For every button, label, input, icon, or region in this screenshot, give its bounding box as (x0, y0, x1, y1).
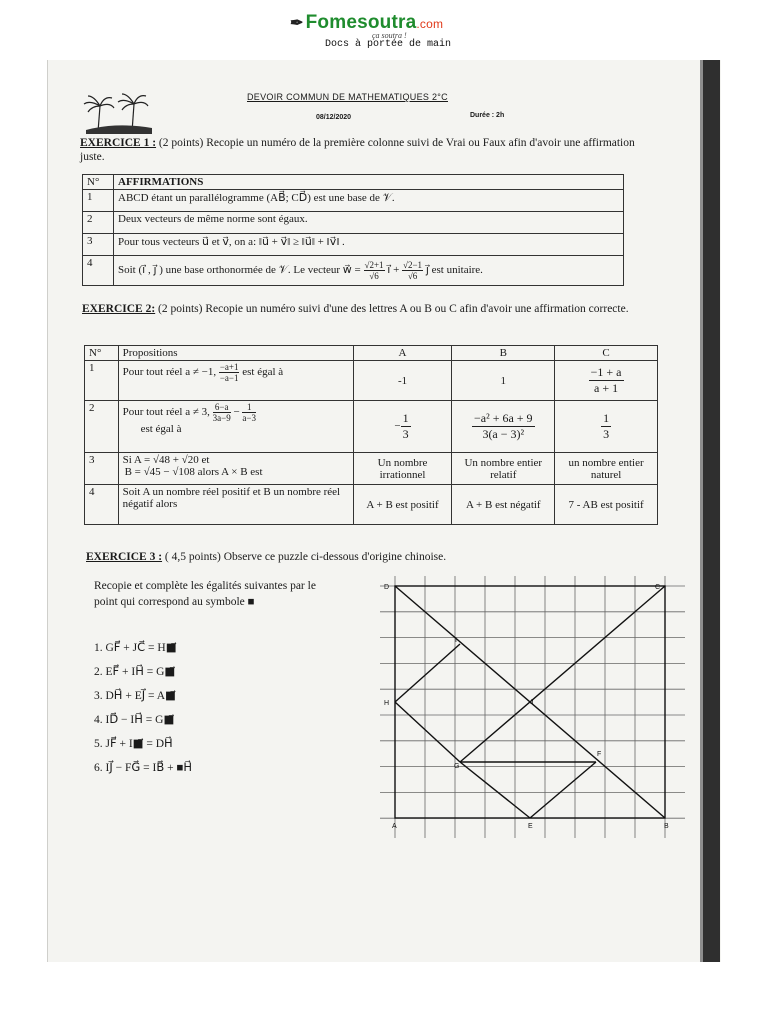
fraction (364, 260, 385, 281)
equality-5: 5. JF⃗ + I■⃗ = DH⃗ (94, 738, 173, 750)
proposition-part: Pour tout réel a ≠ −1, (122, 366, 219, 379)
pen-icon: ✒ (290, 15, 304, 32)
grid-lines (380, 576, 685, 838)
site-tagline: Docs à portée de main (325, 39, 452, 50)
fraction (242, 402, 256, 423)
equality-1: 1. GF⃗ + JC⃗ = H■⃗ (94, 642, 177, 654)
site-name: Fomesoutra (305, 12, 417, 33)
choice-c: un nombre entier naturel (555, 453, 658, 485)
row-number: 1 (85, 361, 119, 401)
choice-b: A + B est négatif (452, 485, 555, 525)
site-logo[interactable] (290, 12, 443, 34)
row-number: 3 (83, 234, 114, 256)
choice-b: Un nombre entier relatif (452, 453, 555, 485)
exercise-2-heading: EXERCICE 2: (82, 303, 156, 315)
affirmation-part: j⃗ est unitaire. (423, 264, 483, 277)
exercise-3-instruction: Recopie et complète les égalités suivantes par le point qui correspond au symbole ■ (94, 580, 316, 608)
site-banner (0, 0, 768, 58)
table-row (83, 256, 624, 286)
proposition-part: Pour tout réel a ≠ 3, (122, 406, 213, 419)
col-c: C (555, 346, 658, 361)
chinese-puzzle-figure (370, 576, 690, 846)
site-slogan: ça soutra ! (372, 31, 407, 40)
choice-b (452, 401, 555, 453)
col-propositions: Propositions (118, 346, 353, 361)
exercise-1-heading: EXERCICE 1 : (80, 137, 157, 149)
col-number: N° (85, 346, 119, 361)
point-label-c: C (655, 584, 661, 591)
table-row (85, 361, 658, 401)
numerator: −a² + 6a + 9 (474, 411, 533, 425)
choice-b: 1 (452, 361, 555, 401)
row-number: 4 (83, 256, 114, 286)
point-label-i: I (455, 637, 457, 644)
segment-hi (395, 644, 460, 702)
exercise-3-intro: ( 4,5 points) Observe ce puzzle ci-dessous d'origine chinoise. (162, 551, 447, 563)
equality-6: 6. IJ⃗ − FG⃗ = IB⃗ + ■H⃗ (94, 762, 193, 774)
affirmation-text: ABCD étant un parallélogramme (AB⃗; CD⃗) est une base de 𝒱. (114, 190, 624, 212)
numerator: √2−1 (403, 260, 423, 270)
col-b: B (452, 346, 555, 361)
fraction (213, 402, 231, 423)
exercise-2-prompt (82, 302, 642, 316)
point-label-j: J (530, 699, 534, 706)
numerator: 1 (402, 411, 409, 425)
denominator: 3 (603, 427, 610, 441)
segment-cg (460, 586, 665, 762)
palm-trees-logo-icon (80, 92, 160, 136)
proposition: Soit A un nombre réel positif et B un nombre réel négatif alors (118, 485, 353, 525)
choice-a: -1 (353, 361, 452, 401)
denominator: a−3 (242, 413, 256, 423)
numerator: 1 (603, 411, 610, 425)
table-row (85, 401, 658, 453)
minus-sign: − (394, 420, 401, 433)
exam-date: 08/12/2020 (316, 114, 352, 121)
table-row (85, 453, 658, 485)
proposition (118, 361, 353, 401)
point-label-a: A (392, 823, 397, 830)
table-row (83, 234, 624, 256)
col-affirmations: AFFIRMATIONS (114, 175, 624, 190)
segment-ge (460, 762, 530, 818)
affirmation-part: i⃗ + (384, 264, 403, 277)
table-header-row (85, 346, 658, 361)
fraction (402, 260, 423, 281)
exercise-2-intro: (2 points) Recopie un numéro suivi d'une des lettres A ou B ou C afin d'avoir une affirmation correcte. (155, 303, 629, 315)
point-label-f: F (597, 751, 602, 758)
row-number: 4 (85, 485, 119, 525)
denominator: 3 (402, 427, 409, 441)
col-number: N° (83, 175, 114, 190)
col-a: A (353, 346, 452, 361)
fraction (219, 362, 240, 383)
point-label-g: G (454, 763, 460, 770)
choice-c: 7 - AB est positif (555, 485, 658, 525)
denominator: √6 (369, 271, 379, 281)
row-number: 2 (83, 212, 114, 234)
proposition-part: est égal à (140, 423, 182, 435)
exercise-3-prompt (86, 550, 646, 564)
equality-2: 2. EF⃗ + IH⃗ = G■⃗ (94, 666, 176, 678)
point-labels (384, 584, 669, 830)
fraction (401, 411, 411, 442)
site-tld: .com (416, 17, 444, 31)
denominator: 3a−9 (212, 413, 231, 423)
denominator: 3(a − 3)² (482, 427, 525, 441)
proposition-part: − (230, 406, 243, 419)
point-label-e: E (528, 823, 533, 830)
numerator: √2+1 (364, 260, 384, 270)
numerator: −1 + a (590, 365, 622, 379)
denominator: −a−1 (219, 373, 239, 383)
table-header-row (83, 175, 624, 190)
proposition (118, 401, 353, 453)
segment-hg (395, 702, 460, 762)
proposition-part: est égal à (239, 366, 284, 379)
exercise-1-prompt (80, 136, 640, 164)
exercise-1-intro: (2 points) Recopie un numéro de la première colonne suivi de Vrai ou Faux afin d'avoir une affirmation juste. (80, 137, 635, 163)
point-label-b: B (664, 823, 669, 830)
choice-a (353, 401, 452, 453)
dark-background-strip (703, 60, 720, 962)
equality-3: 3. DH⃗ + EJ⃗ = A■⃗ (94, 690, 176, 702)
table-row (85, 485, 658, 525)
exam-duration: Durée : 2h (470, 112, 505, 119)
point-label-d: D (384, 584, 390, 591)
exercise-2-table (84, 345, 658, 525)
exercise-3-heading: EXERCICE 3 : (86, 551, 163, 563)
affirmation-text: Pour tous vecteurs u⃗ et v⃗, on a: ‖u⃗ + v⃗‖ ≥ ‖u⃗‖ + ‖v⃗‖ . (114, 234, 624, 256)
numerator: −a+1 (219, 362, 239, 372)
numerator: 6−a (213, 402, 231, 413)
proposition-part: Si A = √48 + √20 et (122, 454, 210, 466)
affirmation-part: Soit (i⃗ , j⃗ ) une base orthonormée de 𝒱. Le vecteur w⃗ = (118, 264, 364, 277)
row-number: 2 (85, 401, 119, 453)
equality-4: 4. ID⃗ − IH⃗ = G■⃗ (94, 714, 175, 726)
affirmation-text: Deux vecteurs de même norme sont égaux. (114, 212, 624, 234)
choice-c (555, 361, 658, 401)
exam-title: DEVOIR COMMUN DE MATHEMATIQUES 2°C (247, 92, 448, 102)
proposition (118, 453, 353, 485)
segment-ef (530, 762, 596, 818)
row-number: 3 (85, 453, 119, 485)
exercise-1-table (82, 174, 624, 286)
table-row (83, 190, 624, 212)
point-label-h: H (384, 700, 390, 707)
choice-a: A + B est positif (353, 485, 452, 525)
fraction (589, 365, 624, 396)
numerator: 1 (242, 402, 256, 413)
row-number: 1 (83, 190, 114, 212)
fraction (472, 411, 535, 442)
fraction (601, 411, 611, 442)
choice-a: Un nombre irrationnel (353, 453, 452, 485)
choice-c (555, 401, 658, 453)
proposition-part: B = √45 − √108 alors A × B est (124, 466, 263, 478)
denominator: √6 (407, 271, 418, 281)
affirmation-text (114, 256, 624, 286)
denominator: a + 1 (594, 381, 619, 395)
table-row (83, 212, 624, 234)
